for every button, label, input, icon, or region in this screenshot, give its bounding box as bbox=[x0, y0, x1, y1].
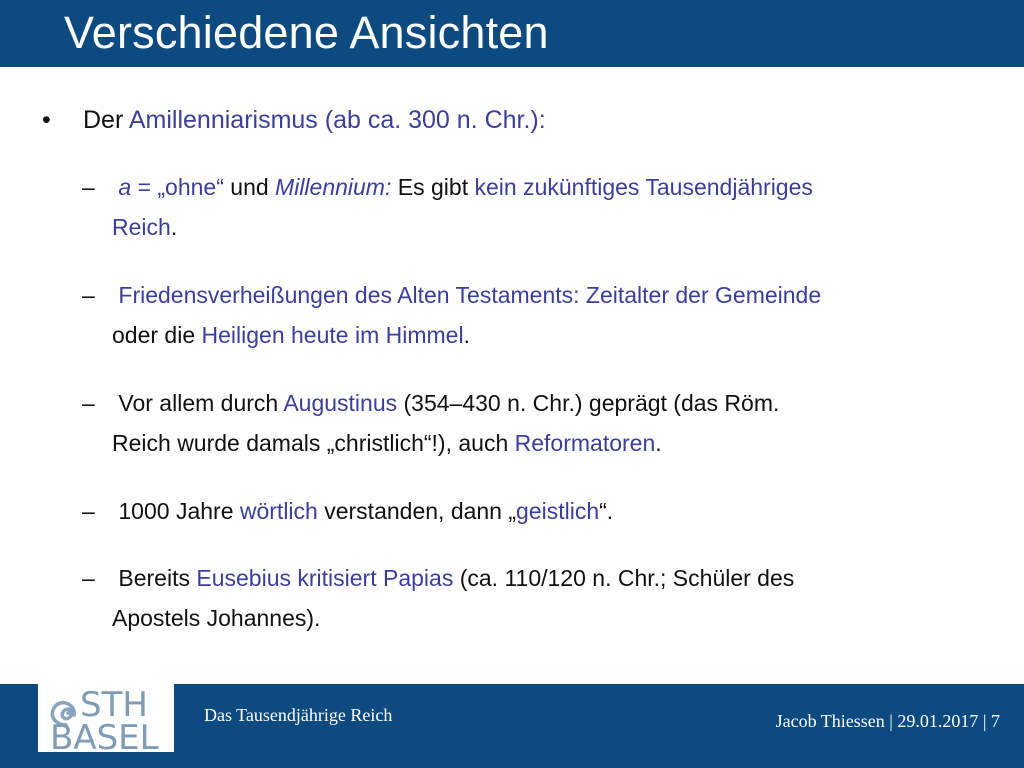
sub-item-4-b: wörtlich bbox=[239, 498, 318, 524]
sub-item-5-line-2 bbox=[112, 598, 1012, 638]
footer-presentation-title: Das Tausendjährige Reich bbox=[204, 705, 393, 725]
sub-item-3-line-1 bbox=[112, 383, 1012, 423]
sub-item-5-d: Apostels Johannes). bbox=[112, 605, 321, 631]
sub-item-1-h: . bbox=[170, 214, 178, 240]
sub-item-1-e: Es gibt bbox=[391, 174, 475, 200]
sub-item-3-e: Reformatoren bbox=[514, 430, 656, 456]
sub-item-1-b: = „ohne“ bbox=[131, 174, 224, 200]
logo-text-top: STH bbox=[80, 685, 148, 725]
sub-item-4-c: verstanden, dann „ bbox=[317, 498, 517, 524]
sub-item-1-d: Millennium: bbox=[275, 174, 392, 200]
sth-basel-logo bbox=[44, 683, 174, 753]
sub-item-2-d: Heiligen heute im Himmel bbox=[201, 322, 464, 348]
sub-item-5 bbox=[112, 558, 1012, 638]
sub-item-4-a: 1000 Jahre bbox=[118, 498, 240, 524]
sub-item-2-b: des Alten Testaments: Zeitalter der Gemeinde bbox=[348, 282, 822, 308]
sub-item-3 bbox=[112, 383, 1012, 463]
sub-item-5-b: Eusebius kritisiert Papias bbox=[196, 565, 454, 591]
sub-item-3-f: . bbox=[655, 430, 662, 456]
sub-item-1-line-2 bbox=[112, 207, 1012, 247]
sub-dash-3: – bbox=[82, 390, 95, 416]
sub-dash-5: – bbox=[82, 565, 95, 591]
sub-dash-1: – bbox=[82, 174, 95, 200]
sub-item-4-e: “. bbox=[599, 498, 614, 524]
sub-item-5-line-1 bbox=[112, 558, 1012, 598]
sub-item-1-line-1 bbox=[112, 167, 1012, 207]
sub-item-5-a: Bereits bbox=[118, 565, 197, 591]
sub-item-3-c: (354–430 n. Chr.) geprägt (das Röm. bbox=[397, 390, 780, 416]
sub-item-3-b: Augustinus bbox=[283, 390, 398, 416]
main-bullet bbox=[83, 100, 546, 140]
sub-item-1-f: kein zukünftiges Tausendjähriges bbox=[474, 174, 813, 200]
bullet-prefix: Der bbox=[83, 106, 129, 134]
sub-dash-2: – bbox=[82, 282, 95, 308]
sub-item-1 bbox=[112, 167, 1012, 247]
sub-item-5-c: (ca. 110/120 n. Chr.; Schüler des bbox=[453, 565, 795, 591]
sub-item-2-line-1 bbox=[112, 275, 1012, 315]
sub-item-1-a: a bbox=[118, 174, 132, 200]
sub-item-4 bbox=[112, 491, 1012, 531]
sub-item-2-e: . bbox=[463, 322, 470, 348]
sub-item-4-line-1 bbox=[112, 491, 1012, 531]
sub-item-3-d: Reich wurde damals „christlich“!), auch bbox=[112, 430, 515, 456]
sub-item-2-line-2 bbox=[112, 315, 1012, 355]
bullet-highlight: Amillenniarismus (ab ca. 300 n. Chr.): bbox=[128, 106, 546, 134]
sub-item-4-d: geistlich bbox=[516, 498, 600, 524]
sub-item-1-g: Reich bbox=[112, 214, 171, 240]
sub-item-2-c: oder die bbox=[112, 322, 202, 348]
sub-item-3-a: Vor allem durch bbox=[118, 390, 284, 416]
footer-author-date-page: Jacob Thiessen | 29.01.2017 | 7 bbox=[775, 711, 1000, 731]
sub-item-2-a: Friedensverheißungen bbox=[118, 282, 349, 308]
sub-item-2 bbox=[112, 275, 1012, 355]
sub-item-1-c: und bbox=[223, 174, 276, 200]
slide-title: Verschiedene Ansichten bbox=[64, 7, 549, 58]
logo-text-bottom: BASEL bbox=[50, 718, 159, 753]
sub-dash-4: – bbox=[82, 498, 95, 524]
sub-item-3-line-2 bbox=[112, 423, 1012, 463]
bullet-marker: • bbox=[42, 106, 51, 134]
